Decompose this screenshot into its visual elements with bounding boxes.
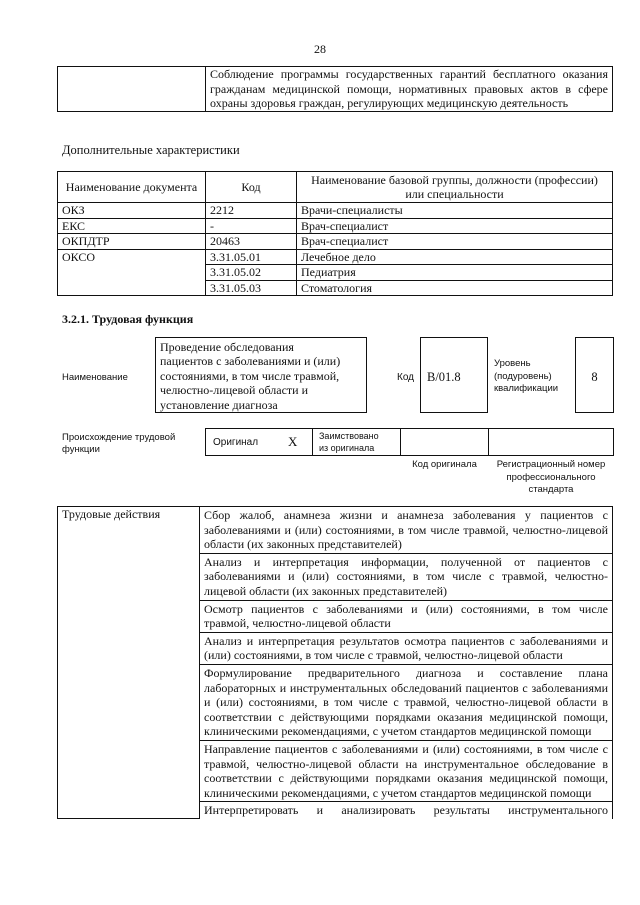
- reg-number-label-line: профессионального: [506, 471, 596, 483]
- row-name: Врач-специалист: [297, 218, 613, 234]
- code-original-label: Код оригинала: [412, 459, 477, 470]
- row-code: 2212: [206, 203, 297, 219]
- labor-actions-label: Трудовые действия: [58, 507, 200, 819]
- reg-number-label-line: Регистрационный номер: [496, 459, 606, 470]
- row-name: Врачи-специалисты: [297, 203, 613, 219]
- original-label: Оригинал: [213, 437, 259, 448]
- labor-action-item: Интерпретировать и анализировать результаты инструментального: [200, 802, 613, 819]
- reg-number-cell: [488, 428, 614, 456]
- row-doc: ОКПДТР: [58, 234, 206, 250]
- function-name-line: челюстно-лицевой области и: [160, 383, 309, 398]
- labor-action-item: Формулирование предварительного диагноза и составление плана лабораторных и инструментальных обследований пациентов с заболеваниями и (или) состояниями, в том числе с травмой, челюстно-лицевой области в соответствии с действующими порядками оказания медицинской помощи, клиническими рекомендациями, с учетом стандартов медицинской помощи: [200, 664, 613, 740]
- reg-number-label: [488, 459, 614, 497]
- level-label-line: квалификации: [494, 383, 559, 394]
- labor-action-item: Анализ и интерпретация результатов осмотра пациентов с заболеваниями и (или) состояниями, в том числе с травмой, челюстно-лицевой области: [200, 632, 613, 664]
- original-mark: X: [288, 434, 298, 449]
- row-name: Врач-специалист: [297, 234, 613, 250]
- labor-action-item: Направление пациентов с заболеваниями и (или) состояниями, в том числе с травмой, челюстно-лицевой области на инструментальное обследование в соответствии с действующими порядками оказания медицинской помощи, клиническими рекомендациями, с учетом стандартов медицинской помощи: [200, 740, 613, 801]
- header-code: Код: [206, 172, 297, 203]
- top-table: [57, 66, 613, 112]
- labor-action-item: Сбор жалоб, анамнеза жизни и анамнеза заболевания у пациентов с заболеваниями и (или) состояниями, в том числе травмой, челюстно-лицевой области (их законных представителей): [200, 507, 613, 554]
- table-row: [58, 218, 613, 234]
- origin-label: [62, 432, 175, 456]
- row-name: Педиатрия: [297, 265, 613, 281]
- row-code: 3.31.05.01: [206, 249, 297, 265]
- row-name: Лечебное дело: [297, 249, 613, 265]
- function-name-line: установление диагноза: [160, 397, 278, 412]
- labor-actions-table: [57, 506, 613, 819]
- level-value: 8: [591, 370, 598, 384]
- additional-characteristics-title: Дополнительные характеристики: [62, 143, 240, 157]
- code-original-cell: [400, 428, 489, 456]
- row-code: 3.31.05.02: [206, 265, 297, 281]
- labor-action-item: Осмотр пациентов с заболеваниями и (или) состояниями, в том числе травмой, челюстно-лицевой области: [200, 600, 613, 632]
- row-doc: ЕКС: [58, 218, 206, 234]
- function-name-box: [155, 337, 367, 413]
- function-name-line: состояниями, в том числе травмой,: [160, 368, 340, 383]
- top-table-text: Соблюдение программы государственных гарантий бесплатного оказания гражданам медицинской помощи, нормативных правовых актов в сфере охраны здоровья граждан, регулирующих медицинскую деятельность: [206, 67, 613, 112]
- reg-number-label-line: стандарта: [528, 484, 574, 495]
- origin-label-line: функции: [62, 444, 100, 455]
- borrowed-label-line: из оригинала: [319, 443, 375, 453]
- table-row: [58, 234, 613, 250]
- code-value: B/01.8: [427, 370, 461, 384]
- level-label-line: Уровень: [494, 358, 531, 369]
- additional-characteristics-table: [57, 171, 613, 296]
- borrowed-cell: [312, 428, 401, 456]
- level-label-line: (подуровень): [494, 370, 552, 382]
- level-label: [494, 358, 558, 396]
- row-name: Стоматология: [297, 280, 613, 296]
- labor-action-item: Анализ и интерпретация информации, полученной от пациентов с заболеваниями и (или) состояниями, в том числе с травмой, челюстно-лицевой области (их законных представителей): [200, 553, 613, 600]
- row-code: -: [206, 218, 297, 234]
- header-name: Наименование базовой группы, должности (профессии) или специальности: [297, 172, 613, 203]
- name-label: Наименование: [62, 372, 128, 383]
- function-name-line: Проведение обследования: [160, 340, 294, 354]
- borrowed-label-line: Заимствовано: [319, 431, 379, 441]
- row-doc: ОКЗ: [58, 203, 206, 219]
- origin-label-line: Происхождение трудовой: [62, 432, 176, 443]
- page-number: 28: [314, 42, 326, 56]
- code-label: Код: [397, 372, 415, 383]
- function-name-line: пациентов с заболеваниями и (или): [160, 354, 341, 369]
- section-heading: 3.2.1. Трудовая функция: [62, 312, 194, 326]
- level-value-box: [575, 337, 614, 413]
- table-row: [58, 203, 613, 219]
- code-value-box: [420, 337, 488, 413]
- row-code: 20463: [206, 234, 297, 250]
- row-doc: ОКСО: [58, 249, 206, 296]
- row-code: 3.31.05.03: [206, 280, 297, 296]
- original-cell: [205, 428, 313, 456]
- table-row: [58, 249, 613, 265]
- top-table-empty-cell: [58, 67, 206, 112]
- header-doc: Наименование документа: [58, 172, 206, 203]
